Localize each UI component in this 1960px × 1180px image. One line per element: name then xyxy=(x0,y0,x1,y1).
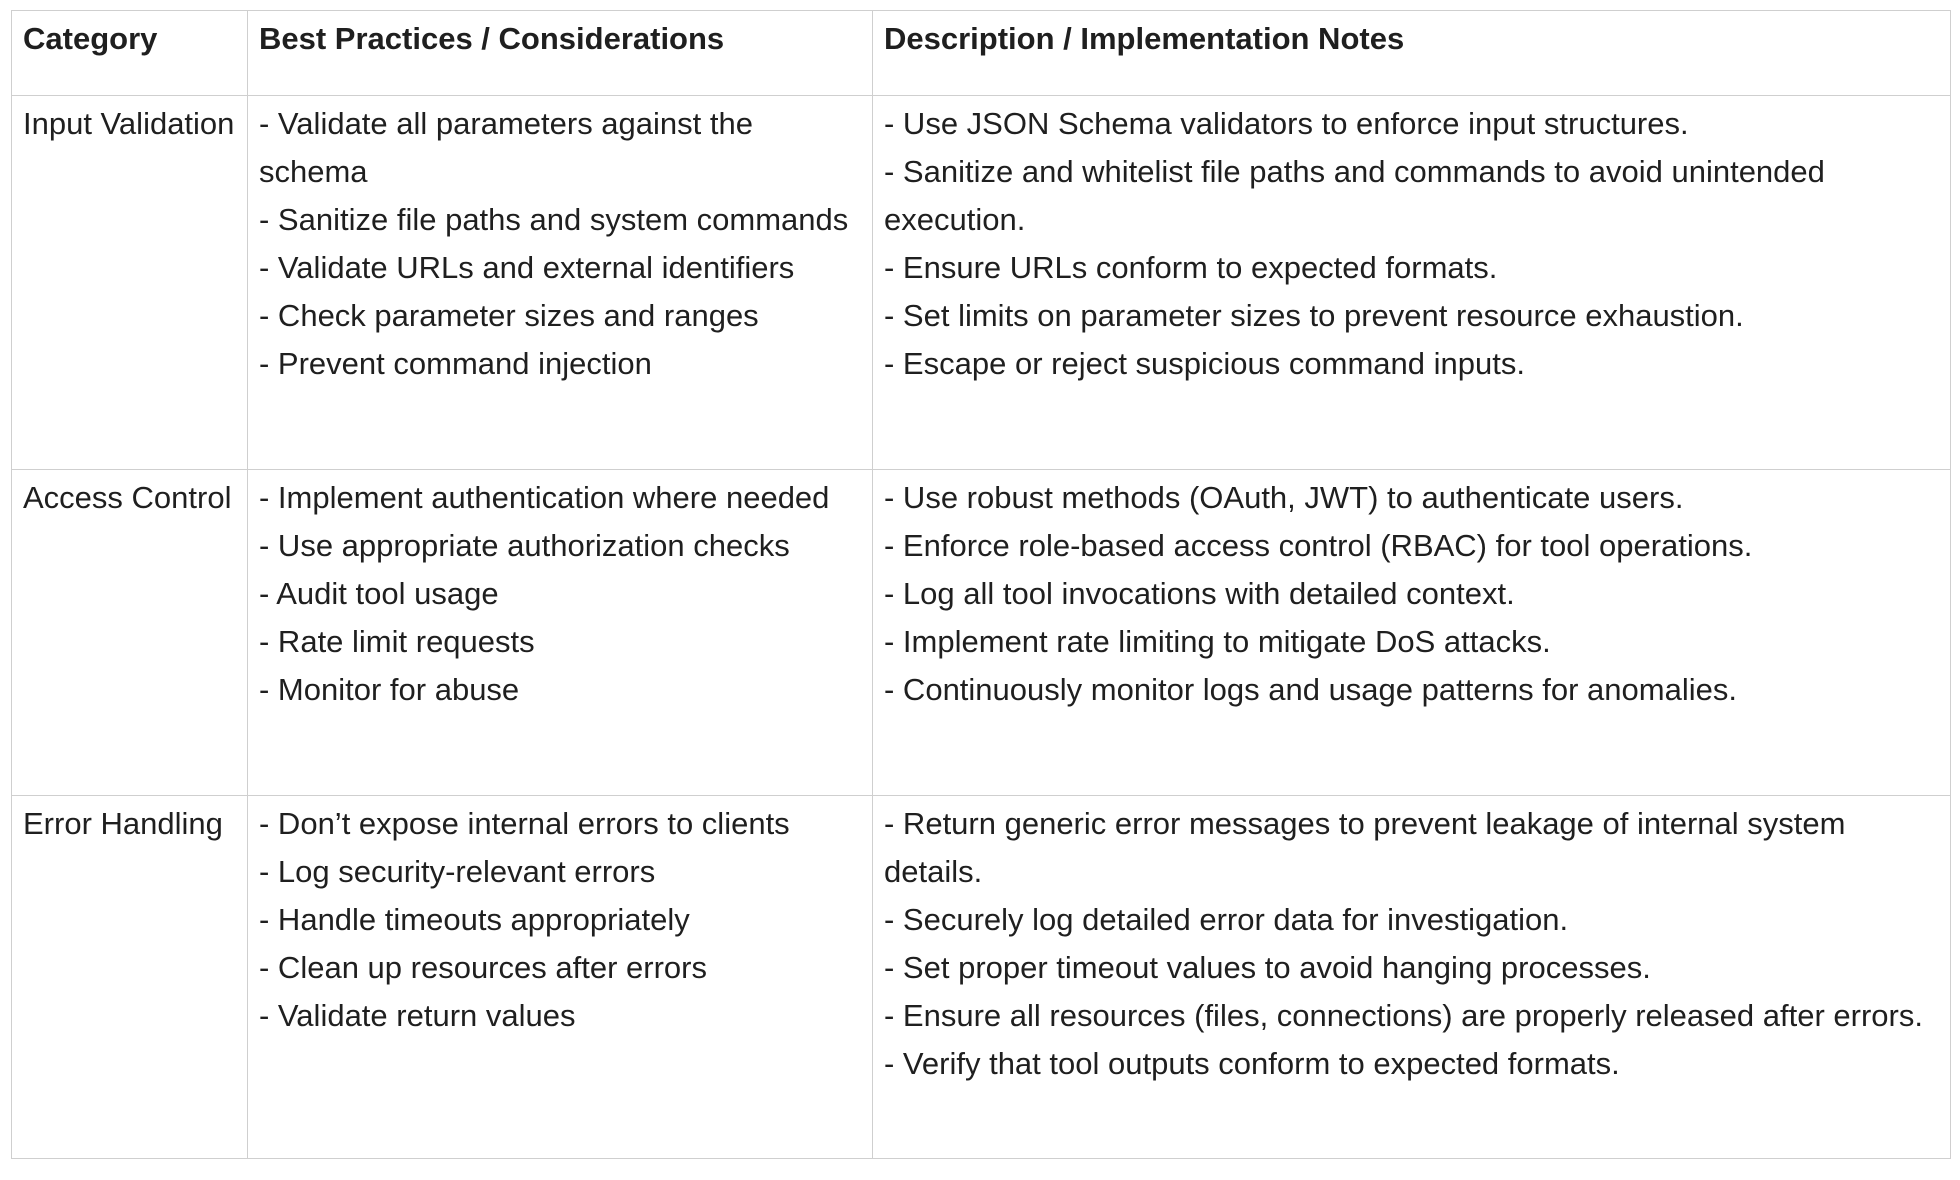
practice-item: - Monitor for abuse xyxy=(259,672,520,707)
note-item: - Ensure URLs conform to expected formats. xyxy=(884,250,1498,285)
note-item: - Escape or reject suspicious command inputs. xyxy=(884,346,1525,381)
note-item: - Implement rate limiting to mitigate DoS attacks. xyxy=(884,624,1551,659)
table-row xyxy=(12,470,1951,796)
note-item: - Sanitize and whitelist file paths and commands to avoid unintended execution. xyxy=(884,154,1825,237)
note-item: - Use robust methods (OAuth, JWT) to authenticate users. xyxy=(884,480,1684,515)
practice-item: - Handle timeouts appropriately xyxy=(259,902,690,937)
header-description: Description / Implementation Notes xyxy=(873,11,1951,96)
practice-item: - Don’t expose internal errors to clients xyxy=(259,806,790,841)
practice-item: - Prevent command injection xyxy=(259,346,652,381)
practice-item: - Sanitize file paths and system commands xyxy=(259,202,849,237)
table-header-row xyxy=(12,11,1951,96)
notes-cell xyxy=(873,796,1951,1159)
category-cell: Input Validation xyxy=(12,96,248,470)
note-item: - Securely log detailed error data for investigation. xyxy=(884,902,1569,937)
practices-cell xyxy=(248,796,873,1159)
table-row xyxy=(12,96,1951,470)
practice-item: - Validate return values xyxy=(259,998,576,1033)
note-item: - Return generic error messages to prevent leakage of internal system details. xyxy=(884,806,1846,889)
note-item: - Continuously monitor logs and usage patterns for anomalies. xyxy=(884,672,1737,707)
practices-cell xyxy=(248,96,873,470)
note-item: - Verify that tool outputs conform to expected formats. xyxy=(884,1046,1620,1081)
practice-item: - Implement authentication where needed xyxy=(259,480,830,515)
practice-item: - Check parameter sizes and ranges xyxy=(259,298,759,333)
practices-cell xyxy=(248,470,873,796)
note-item: - Use JSON Schema validators to enforce input structures. xyxy=(884,106,1689,141)
note-item: - Set proper timeout values to avoid hanging processes. xyxy=(884,950,1651,985)
category-cell: Error Handling xyxy=(12,796,248,1159)
notes-cell xyxy=(873,96,1951,470)
practice-item: - Validate all parameters against the schema xyxy=(259,106,753,189)
practice-item: - Rate limit requests xyxy=(259,624,535,659)
header-best-practices: Best Practices / Considerations xyxy=(248,11,873,96)
notes-cell xyxy=(873,470,1951,796)
note-item: - Log all tool invocations with detailed context. xyxy=(884,576,1515,611)
note-item: - Set limits on parameter sizes to prevent resource exhaustion. xyxy=(884,298,1744,333)
best-practices-table xyxy=(11,10,1951,1159)
table-row xyxy=(12,796,1951,1159)
practice-item: - Clean up resources after errors xyxy=(259,950,707,985)
practice-item: - Log security-relevant errors xyxy=(259,854,656,889)
note-item: - Enforce role-based access control (RBAC) for tool operations. xyxy=(884,528,1753,563)
category-cell: Access Control xyxy=(12,470,248,796)
header-category: Category xyxy=(12,11,248,96)
practice-item: - Audit tool usage xyxy=(259,576,499,611)
practice-item: - Use appropriate authorization checks xyxy=(259,528,790,563)
practice-item: - Validate URLs and external identifiers xyxy=(259,250,795,285)
note-item: - Ensure all resources (files, connections) are properly released after errors. xyxy=(884,998,1923,1033)
